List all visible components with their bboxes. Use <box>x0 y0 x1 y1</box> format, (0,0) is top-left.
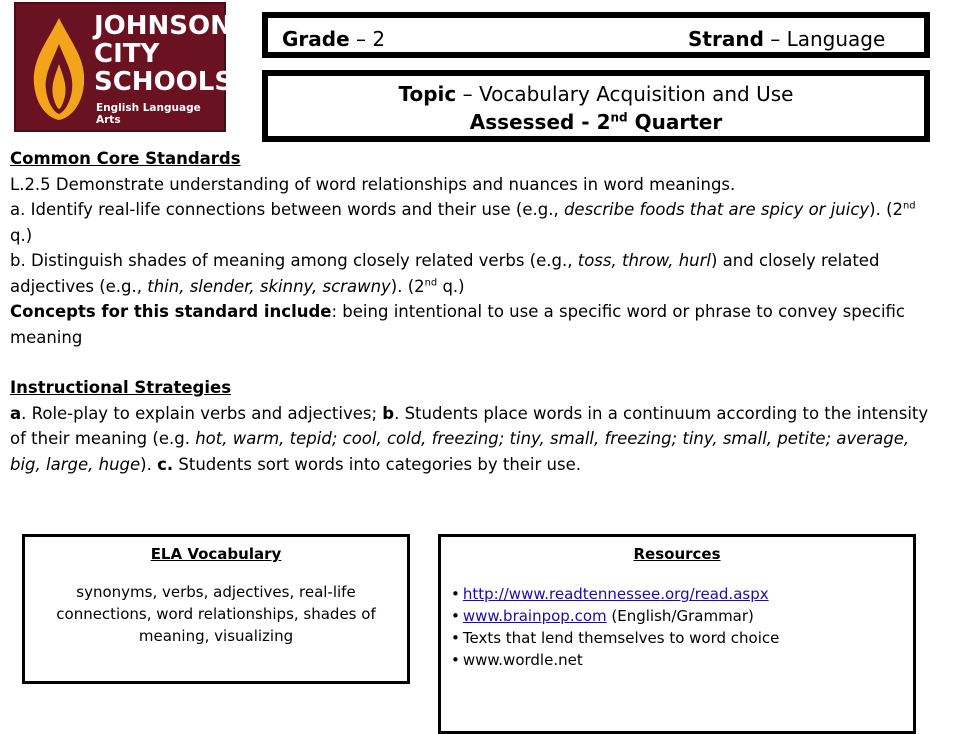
standards-heading: Common Core Standards <box>10 149 241 168</box>
topic-label: Topic <box>398 82 457 106</box>
standard-a-example: describe foods that are spicy or juicy <box>563 200 870 219</box>
concepts <box>10 299 940 350</box>
concepts-text: : being intentional to use a specific word or phrase to convey specific meaning <box>10 302 906 347</box>
strategy-b-label: b <box>382 403 395 423</box>
standard-l25: L.2.5 Demonstrate understanding of word relationships and nuances in word meanings. <box>10 174 736 194</box>
standard-b-verbs: toss, throw, hurl <box>577 251 711 270</box>
standard-a-suffix: ). (2 <box>869 200 904 219</box>
strategy-b-examples: hot, warm, tepid; cool, cold, freezing; tiny, small, freezing; tiny, small, petite; average, big, large, huge <box>10 429 910 474</box>
topic-box <box>262 70 930 142</box>
strategy-c-label: c. <box>157 454 174 474</box>
resource-texts: Texts that lend themselves to word choice <box>462 629 780 647</box>
resources-heading: Resources <box>633 545 721 563</box>
topic-value: – Vocabulary Acquisition and Use <box>456 82 794 106</box>
list-item <box>451 583 913 605</box>
strand-label: Strand <box>688 27 764 51</box>
assessed-line <box>268 110 924 134</box>
brainpop-suffix: (English/Grammar) <box>606 607 754 625</box>
strategies-text <box>10 401 940 478</box>
standard-b-suffix: ). (2 <box>390 276 425 296</box>
standard-b-text: b. Distinguish shades of meaning among closely related verbs (e.g., <box>10 251 578 270</box>
standard-a-sup: nd <box>903 200 916 212</box>
logo-subtitle: English Language Arts <box>96 102 201 126</box>
list-item <box>451 627 913 649</box>
vocabulary-body: synonyms, verbs, adjectives, real-life connections, word relationships, shades of meaning, visualizing <box>56 583 376 645</box>
assessed-prefix: Assessed - 2 <box>469 110 611 134</box>
ela-vocabulary-box <box>22 534 410 684</box>
standard-b <box>10 248 940 299</box>
standard-b-mid: ) and closely related adjectives (e.g., <box>10 251 880 296</box>
strand <box>688 27 885 51</box>
resources-list <box>441 583 913 671</box>
concepts-label: Concepts for this standard include <box>10 302 332 321</box>
main-content <box>10 146 940 477</box>
standard-a <box>10 197 940 248</box>
strategy-b-end: ). <box>140 454 158 474</box>
logo-line-3: SCHOOLS <box>94 67 234 97</box>
strategies-heading: Instructional Strategies <box>10 378 232 397</box>
logo-line-1: JOHNSON <box>94 11 232 41</box>
strategy-b-text: . Students place words in a continuum according to the intensity of their meaning (e.g. <box>10 403 929 448</box>
standard-b-end: q.) <box>437 276 465 296</box>
list-item <box>451 605 913 627</box>
standard-b-adjectives: thin, slender, skinny, scrawny <box>147 276 391 296</box>
resources-box <box>438 534 916 734</box>
strategy-a-label: a <box>10 403 22 423</box>
strategy-a-text: . Role-play to explain verbs and adjectives; <box>21 403 383 423</box>
grade <box>282 27 385 51</box>
resource-wordle: www.wordle.net <box>462 651 583 669</box>
assessed-suffix: Quarter <box>627 110 723 134</box>
standard-a-end: q.) <box>10 225 33 245</box>
grade-value: – 2 <box>349 27 386 51</box>
grade-strand-box <box>262 12 930 58</box>
list-item <box>451 649 913 671</box>
vocabulary-heading: ELA Vocabulary <box>150 545 282 563</box>
standard-a-text: a. Identify real-life connections between words and their use (e.g., <box>10 200 564 219</box>
assessed-sup: nd <box>610 110 628 125</box>
logo-line-2: CITY <box>94 39 160 69</box>
johnson-city-schools-logo <box>14 2 234 132</box>
grade-label: Grade <box>282 27 350 51</box>
readtennessee-link[interactable]: http://www.readtennessee.org/read.aspx <box>462 585 769 603</box>
topic-line <box>268 82 924 106</box>
strategy-c-text: Students sort words into categories by their use. <box>173 454 581 474</box>
flame-icon <box>26 14 92 124</box>
strand-value: – Language <box>763 27 886 51</box>
standard-b-sup: nd <box>424 277 438 288</box>
brainpop-link[interactable]: www.brainpop.com <box>462 607 607 625</box>
